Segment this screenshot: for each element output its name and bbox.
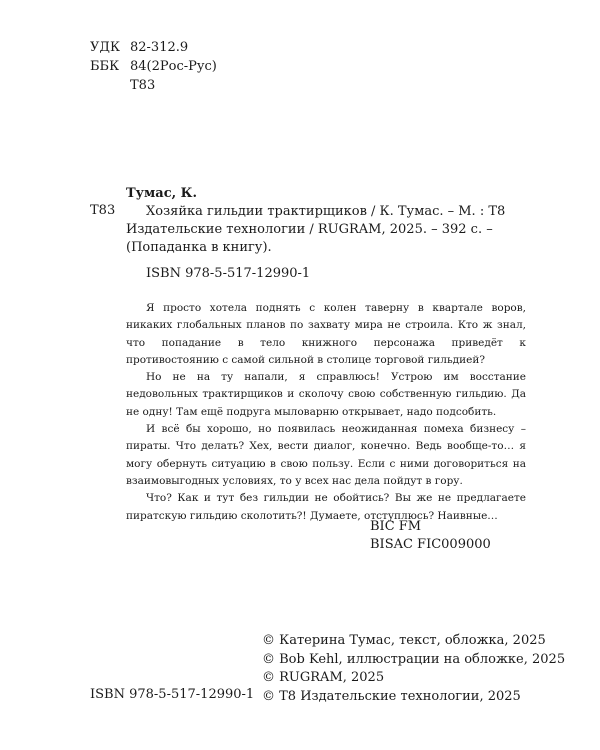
copyright-line: © Катерина Тумас, текст, обложка, 2025 [262, 633, 546, 648]
catalog-author: Тумас, К. [126, 186, 198, 201]
annotation [126, 300, 526, 525]
udc-value: 82-312.9 [130, 40, 189, 55]
bibliographic-description: Хозяйка гильдии трактирщиков / К. Тумас. – М. : Т8 Издательские технологии / RUGRAM, 2025. – 392 с. – (Попаданка в книгу). [126, 204, 506, 255]
annotation-paragraph: Что? Как и тут без гильдии не обойтись? Вы же не предлагаете пиратскую гильдию сколотить?! Думаете, отступлюсь? Наивные… [126, 492, 526, 522]
udc-row [90, 38, 217, 57]
copyright-line: © Т8 Издательские технологии, 2025 [262, 688, 521, 704]
annotation-paragraph: Но не на ту напали, я справлюсь! Устрою им восстание недовольных трактирщиков и сколочу свою собственную гильдию. Да не одну! Там ещё подруга мыловарню открывает, надо подсобить. [126, 371, 526, 418]
annotation-paragraph: Я просто хотела поднять с колен таверну в квартале воров, никаких глобальных планов по захвату мира не строила. Кто ж знал, что попадание в тело книжного персонажа приведёт к противостоянию с самой сильной в столице торговой гильдией? [126, 302, 526, 366]
udc-label: УДК [90, 40, 121, 55]
copyright-block [262, 632, 565, 706]
subject-codes [370, 518, 491, 554]
annotation-paragraph: И всё бы хорошо, но появилась неожиданная помеха бизнесу – пираты. Что делать? Хех, вести диалог, конечно. Ведь вообще-то… я могу обернуть ситуацию в свою пользу. Если с ними договориться на взаимовыгодных условиях, то у всех нас дела пойдут в гору. [126, 423, 526, 487]
bic-code: BIC FM [370, 519, 422, 534]
catalog-author-mark: Т83 [90, 203, 116, 218]
bisac-code: BISAC FIC009000 [370, 537, 491, 552]
bbk-label: ББК [90, 59, 120, 74]
catalog-isbn: ISBN 978-5-517-12990-1 [146, 266, 311, 281]
copyright-line: © Bob Kehl, иллюстрации на обложке, 2025 [262, 651, 566, 667]
author-mark-top: Т83 [130, 78, 156, 93]
copyright-line: © RUGRAM, 2025 [262, 670, 385, 685]
bbk-value: 84(2Рос-Рус) [130, 59, 217, 74]
classification-block [90, 38, 217, 95]
bottom-isbn: ISBN 978-5-517-12990-1 [90, 687, 255, 702]
bbk-row [90, 57, 217, 76]
